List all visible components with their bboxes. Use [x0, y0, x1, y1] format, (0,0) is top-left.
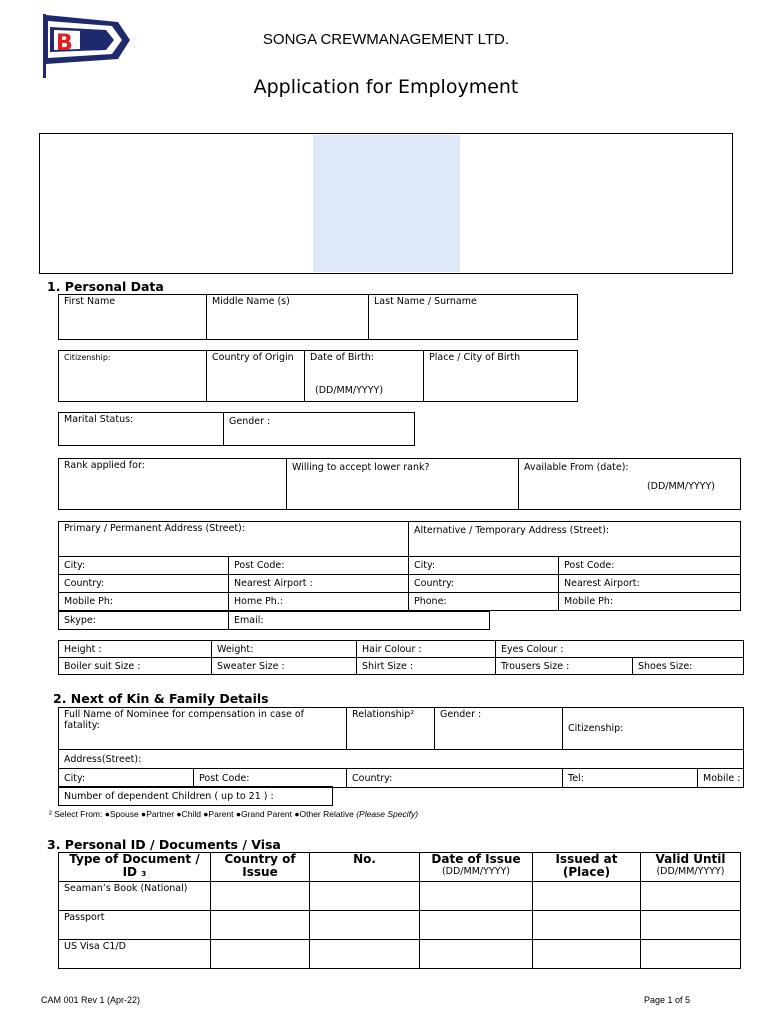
kin-post-code-field[interactable]: Post Code:: [194, 769, 347, 788]
doc-cell[interactable]: [420, 882, 533, 911]
photo-box: [39, 133, 733, 274]
sweater-size-field[interactable]: Sweater Size :: [212, 658, 357, 675]
doc-header-type: Type of Document / ID ₃: [59, 853, 211, 882]
alt-phone-field[interactable]: Phone:: [409, 593, 559, 611]
kin-table: [58, 707, 744, 788]
doc-header-number: No.: [310, 853, 420, 882]
kin-gender-field[interactable]: Gender :: [435, 708, 563, 750]
kin-tel-field[interactable]: Tel:: [563, 769, 698, 788]
alt-country-field[interactable]: Country:: [409, 575, 559, 593]
table-row: [59, 940, 741, 969]
section-heading-next-of-kin: 2. Next of Kin & Family Details: [53, 691, 269, 706]
email-field[interactable]: Email:: [229, 612, 490, 630]
doc-cell[interactable]: [420, 911, 533, 940]
kin-mobile-field[interactable]: Mobile :: [698, 769, 744, 788]
marital-status-field[interactable]: Marital Status:: [59, 413, 224, 446]
footnote-text: ² Select From: ●Spouse ●Partner ●Child ●Parent ●Grand Parent ●Other Relative: [49, 809, 354, 819]
eyes-colour-field[interactable]: Eyes Colour :: [496, 641, 744, 658]
alt-nearest-airport-field[interactable]: Nearest Airport:: [559, 575, 741, 593]
doc-header-date-issue: Date of Issue (DD/MM/YYYY): [420, 853, 533, 882]
doc-cell[interactable]: [641, 882, 741, 911]
kin-address-field[interactable]: Address(Street):: [59, 750, 744, 769]
documents-header-row: [59, 853, 741, 882]
contact-table: [58, 611, 490, 630]
doc-cell[interactable]: [420, 940, 533, 969]
address-table: [58, 521, 741, 611]
doc-cell[interactable]: [310, 882, 420, 911]
alt-city-field[interactable]: City:: [409, 557, 559, 575]
relationship-field[interactable]: Relationship²: [347, 708, 435, 750]
kin-city-field[interactable]: City:: [59, 769, 194, 788]
name-table: [58, 294, 578, 340]
rank-field[interactable]: Rank applied for:: [59, 459, 287, 510]
alt-address-field[interactable]: Alternative / Temporary Address (Street):: [409, 522, 741, 557]
shirt-size-field[interactable]: Shirt Size :: [357, 658, 496, 675]
city-field[interactable]: City:: [59, 557, 229, 575]
hair-colour-field[interactable]: Hair Colour :: [357, 641, 496, 658]
last-name-field[interactable]: Last Name / Surname: [369, 295, 578, 340]
dob-label: Date of Birth:: [310, 352, 374, 363]
relationship-footnote: [49, 809, 418, 819]
doc-header-country: Country of Issue: [211, 853, 310, 882]
doc-cell[interactable]: [533, 940, 641, 969]
footnote-italic: (Please Specify): [356, 809, 419, 819]
boiler-suit-field[interactable]: Boiler suit Size :: [59, 658, 212, 675]
nearest-airport-field[interactable]: Nearest Airport :: [229, 575, 409, 593]
footer-page-number: Page 1 of 5: [644, 995, 691, 1005]
alt-post-code-field[interactable]: Post Code:: [559, 557, 741, 575]
available-format: (DD/MM/YYYY): [646, 481, 715, 492]
lower-rank-field[interactable]: Willing to accept lower rank?: [287, 459, 519, 510]
company-name: SONGA CREWMANAGEMENT LTD.: [262, 31, 510, 48]
kin-citizenship-field[interactable]: Citizenship:: [563, 708, 744, 750]
rank-table: [58, 458, 741, 510]
section-heading-documents: 3. Personal ID / Documents / Visa: [47, 837, 281, 852]
doc-cell[interactable]: [641, 940, 741, 969]
kin-country-field[interactable]: Country:: [347, 769, 563, 788]
doc-type-passport: Passport: [59, 911, 211, 940]
country-field[interactable]: Country:: [59, 575, 229, 593]
section-heading-personal-data: 1. Personal Data: [47, 279, 164, 294]
post-code-field[interactable]: Post Code:: [229, 557, 409, 575]
skype-field[interactable]: Skype:: [59, 612, 229, 630]
doc-type-seamans-book: Seaman’s Book (National): [59, 882, 211, 911]
available-from-field[interactable]: [519, 459, 741, 510]
sizes-table: [58, 640, 744, 675]
footer-revision: CAM 001 Rev 1 (Apr-22): [41, 995, 141, 1005]
middle-name-field[interactable]: Middle Name (s): [207, 295, 369, 340]
mobile-field[interactable]: Mobile Ph:: [59, 593, 229, 611]
weight-field[interactable]: Weight:: [212, 641, 357, 658]
country-origin-field[interactable]: Country of Origin: [207, 351, 305, 402]
doc-cell[interactable]: [211, 911, 310, 940]
photo-upload-area[interactable]: [313, 135, 460, 272]
alt-mobile-field[interactable]: Mobile Ph:: [559, 593, 741, 611]
doc-cell[interactable]: [533, 911, 641, 940]
doc-cell[interactable]: [310, 940, 420, 969]
first-name-field[interactable]: First Name: [59, 295, 207, 340]
doc-cell[interactable]: [641, 911, 741, 940]
page-title: Application for Employment: [253, 76, 519, 98]
doc-cell[interactable]: [211, 940, 310, 969]
doc-cell[interactable]: [533, 882, 641, 911]
marital-table: [58, 412, 415, 446]
dependents-field[interactable]: Number of dependent Children ( up to 21 ) :: [59, 787, 333, 806]
shoes-size-field[interactable]: Shoes Size:: [633, 658, 744, 675]
doc-header-valid-until: Valid Until (DD/MM/YYYY): [641, 853, 741, 882]
citizenship-field[interactable]: Citizenship:: [59, 351, 207, 402]
doc-header-issued-at: Issued at (Place): [533, 853, 641, 882]
primary-address-field[interactable]: Primary / Permanent Address (Street):: [59, 522, 409, 557]
doc-cell[interactable]: [211, 882, 310, 911]
dob-field[interactable]: [305, 351, 424, 402]
trousers-size-field[interactable]: Trousers Size :: [496, 658, 633, 675]
place-birth-field[interactable]: Place / City of Birth: [424, 351, 578, 402]
home-phone-field[interactable]: Home Ph.:: [229, 593, 409, 611]
documents-table: [58, 852, 741, 969]
doc-type-us-visa: US Visa C1/D: [59, 940, 211, 969]
doc-cell[interactable]: [310, 911, 420, 940]
available-label: Available From (date):: [524, 462, 629, 473]
dependents-table: [58, 786, 333, 806]
table-row: [59, 911, 741, 940]
height-field[interactable]: Height :: [59, 641, 212, 658]
gender-field[interactable]: Gender :: [224, 413, 415, 446]
nominee-field[interactable]: Full Name of Nominee for compensation in case of fatality:: [59, 708, 347, 750]
table-row: [59, 882, 741, 911]
logo-letter: B: [56, 31, 73, 56]
dob-format: (DD/MM/YYYY): [315, 385, 384, 396]
birth-table: [58, 350, 578, 402]
